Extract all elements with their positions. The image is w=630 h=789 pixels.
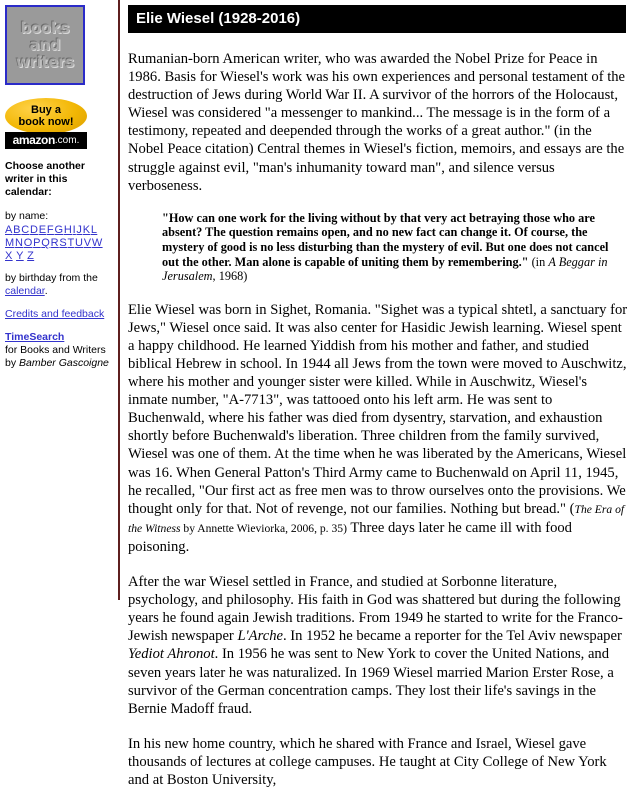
alpha-link-f[interactable]: F — [46, 224, 54, 236]
timesearch-author: Bamber Gascoigne — [19, 357, 109, 369]
intro-paragraph: Rumanian-born American writer, who was awarded the Nobel Prize for Peace in 1986. Basis for Wiesel's work was his own experiences and personal testament of the destruction of Jews during World War II. A survivor of the horrors of the Holocaust, Wiesel was considered "a messenger to mankind... The message is in the form of a testimony, repeated and deepended through the works of a great author." (in the Nobel Peace citation) Central themes in Wiesel's fiction, memoirs, and essays are the struggle against evil, "man's inhumanity toward man", and silence versus verboseness. — [128, 51, 626, 194]
alpha-link-o[interactable]: O — [23, 237, 33, 249]
page-title: Elie Wiesel (1928-2016) — [128, 5, 626, 33]
p3-newspaper-yediot: Yediot Ahronot — [128, 646, 215, 663]
alpha-link-d[interactable]: D — [30, 224, 39, 236]
amazon-logo-bar — [5, 132, 87, 149]
logo-line-writers: writers — [16, 52, 74, 71]
main-content — [128, 0, 630, 788]
alpha-link-a[interactable]: A — [5, 224, 13, 236]
amazon-buy-button[interactable] — [5, 98, 87, 149]
credits-block — [5, 308, 111, 321]
by-name-label: by name: — [5, 210, 49, 222]
biography-paragraph-early-life — [128, 301, 628, 556]
credits-and-feedback-link[interactable]: Credits and feedback — [5, 308, 105, 320]
alpha-link-u[interactable]: U — [75, 237, 84, 249]
birthday-period: . — [44, 285, 48, 297]
p2-cite-title: The Era of the Witness — [128, 502, 625, 535]
quote-cite-open: (in — [528, 254, 549, 269]
alpha-link-e[interactable]: E — [38, 224, 47, 236]
alpha-link-g[interactable]: G — [54, 224, 64, 236]
alpha-link-w[interactable]: W — [91, 237, 103, 249]
vertical-divider — [118, 0, 120, 600]
p3-part-c: . In 1956 he was sent to New York to cover the United Nations, and seven years later he was naturalized. In 1969 Wiesel married Marion Erster Rose, a survivor of the German concentration camps. They lost their life's savings in the Bernie Madoff fraud. — [128, 646, 614, 717]
amazon-line2: book now! — [18, 116, 74, 128]
alpha-link-n[interactable]: N — [14, 237, 24, 249]
timesearch-by-prefix: by — [5, 357, 20, 369]
alpha-link-h[interactable]: H — [63, 224, 73, 236]
amazon-oval — [5, 98, 87, 134]
alpha-link-s[interactable]: S — [59, 237, 67, 249]
alpha-link-t[interactable]: T — [67, 237, 75, 249]
pull-quote — [162, 211, 624, 284]
alpha-link-q[interactable]: Q — [41, 237, 51, 249]
alpha-link-i[interactable]: I — [72, 224, 76, 236]
quote-cite-title: A Beggar in Jerusalem — [162, 254, 608, 284]
timesearch-subtitle: for Books and Writers — [5, 344, 106, 356]
alphabet-row-3 — [5, 250, 111, 263]
alphabet-row-2 — [5, 237, 111, 250]
alpha-link-l[interactable]: L — [90, 224, 98, 236]
timesearch-byline — [5, 357, 111, 370]
alpha-link-x[interactable]: X — [5, 250, 13, 262]
birthday-block — [5, 272, 111, 298]
logo-line-and: and — [29, 35, 61, 54]
alpha-link-b[interactable]: B — [13, 224, 21, 236]
amazon-tld: .com. — [54, 135, 80, 146]
alpha-link-y[interactable]: Y — [16, 250, 24, 262]
alphabet-row-1 — [5, 224, 111, 237]
alpha-link-m[interactable]: M — [5, 237, 15, 249]
alpha-link-v[interactable]: V — [83, 237, 92, 249]
alpha-link-p[interactable]: P — [33, 237, 41, 249]
sidebar — [0, 0, 112, 600]
site-logo[interactable] — [5, 5, 85, 85]
timesearch-link[interactable]: TimeSearch — [5, 331, 65, 343]
logo-line-books: books — [20, 18, 70, 37]
alpha-link-r[interactable]: R — [50, 237, 59, 249]
biography-paragraph-postwar — [128, 573, 628, 718]
alphabet-index — [5, 224, 111, 263]
timesearch-block — [5, 331, 111, 370]
p3-part-b: . In 1952 he became a reporter for the Tel Aviv newspaper — [282, 628, 622, 645]
biography-paragraph-teaching: In his new home country, which he shared with France and Israel, Wiesel gave thousands of lectures at college campuses. He taught at City College of New York and at Boston University, — [128, 735, 607, 788]
quote-cite-close: , 1968) — [212, 269, 248, 284]
alpha-link-z[interactable]: Z — [27, 250, 35, 262]
amazon-brand: amazon — [12, 133, 55, 147]
p3-newspaper-larche: L'Arche — [237, 628, 283, 645]
p2-part-a: Elie Wiesel was born in Sighet, Romania. "Sighet was a typical shtetl, a sanctuary for Jews," Wiesel once said. It was also center for Hasidic Jewish learning. Wiesel spent a happy childhood. He learned Yiddish from his mother and father, and studied biblical Hebrew in school. In 1944 all Jews from the town were moved to Auschwitz, where his mother and younger sister were killed. While in Auschwitz, Wiesel's inmate number, "A-7713", was tattooed onto his left arm. He was sent to Buchenwald, where his father was died from dysentry, starvation, and exhaustion shortly before Buchenwald's liberation. Three children from the family survived, Wiesel was one of them. At the time when he was liberated by the Americans, Wiesel was 16. When General Patton's Third Army came to Buchenwald on April 11, 1945, he recalled, "Our first act as free men was to throw ourselves onto the provisions. We thought only for that. Not of revenge, not our families. Nothing but bread." ( — [128, 301, 628, 517]
amazon-line1: Buy a — [31, 104, 61, 116]
alpha-link-j[interactable]: J — [76, 224, 83, 236]
pull-quote-text: "How can one work for the living without by that very act betraying those who are absent? The question remains open, and no new fact can change it. Of course, the mystery of good is no less disturbing than the mystery of evil. But one does not cancel out the other. Man alone is capable of uniting them by remembering." — [162, 210, 609, 269]
p2-part-b: Three days later he came ill with food poisoning. — [128, 519, 572, 555]
p2-cite-rest: by Annette Wieviorka, 2006, p. 35) — [180, 521, 347, 535]
p3-part-a: After the war Wiesel settled in France, and studied at Sorbonne literature, psychology, and philosophy. His faith in God was shattered but during the following years he found again Jewish traditions. From 1949 he started to write for the Franco-Jewish newspaper — [128, 574, 623, 645]
alpha-link-c[interactable]: C — [21, 224, 30, 236]
birthday-text: by birthday from the — [5, 272, 98, 284]
sidebar-heading: Choose another writer in this calendar: — [5, 160, 85, 198]
alpha-link-k[interactable]: K — [82, 224, 91, 236]
calendar-link[interactable]: calendar — [5, 285, 45, 297]
